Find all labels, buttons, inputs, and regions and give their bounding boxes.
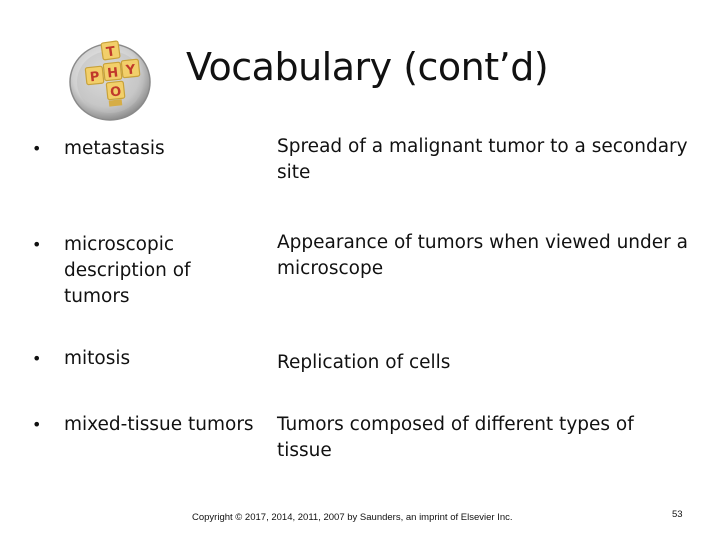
svg-text:P: P bbox=[89, 69, 101, 86]
vocab-definition: Spread of a malignant tumor to a secondary site bbox=[277, 136, 688, 183]
vocab-term-text: mitosis bbox=[64, 348, 131, 369]
vocab-definition: Appearance of tumors when viewed under a microscope bbox=[277, 232, 688, 279]
vocab-term-text: microscopic description of tumors bbox=[64, 234, 191, 307]
vocab-term bbox=[30, 346, 270, 372]
bullet: • bbox=[32, 139, 42, 158]
svg-text:O: O bbox=[109, 84, 123, 101]
bullet: • bbox=[32, 349, 42, 368]
svg-text:Y: Y bbox=[125, 62, 137, 79]
bullet: • bbox=[32, 235, 42, 254]
copyright-notice: Copyright © 2017, 2014, 2011, 2007 by Saunders, an imprint of Elsevier Inc. bbox=[192, 512, 513, 523]
vocab-term bbox=[30, 136, 270, 162]
vocab-term-text: mixed-tissue tumors bbox=[64, 414, 254, 435]
vocab-definition: Tumors composed of different types of tissue bbox=[277, 414, 634, 461]
vocab-term bbox=[30, 412, 290, 438]
vocab-term-text: metastasis bbox=[64, 138, 165, 159]
vocab-definition: Replication of cells bbox=[277, 352, 451, 373]
slide-title: Vocabulary (cont’d) bbox=[186, 45, 549, 89]
word-puzzle-logo-icon bbox=[66, 36, 156, 126]
vocab-term bbox=[30, 232, 240, 310]
page-number: 53 bbox=[672, 509, 683, 520]
bullet: • bbox=[32, 415, 42, 434]
svg-text:H: H bbox=[106, 65, 119, 82]
svg-text:T: T bbox=[105, 44, 117, 61]
